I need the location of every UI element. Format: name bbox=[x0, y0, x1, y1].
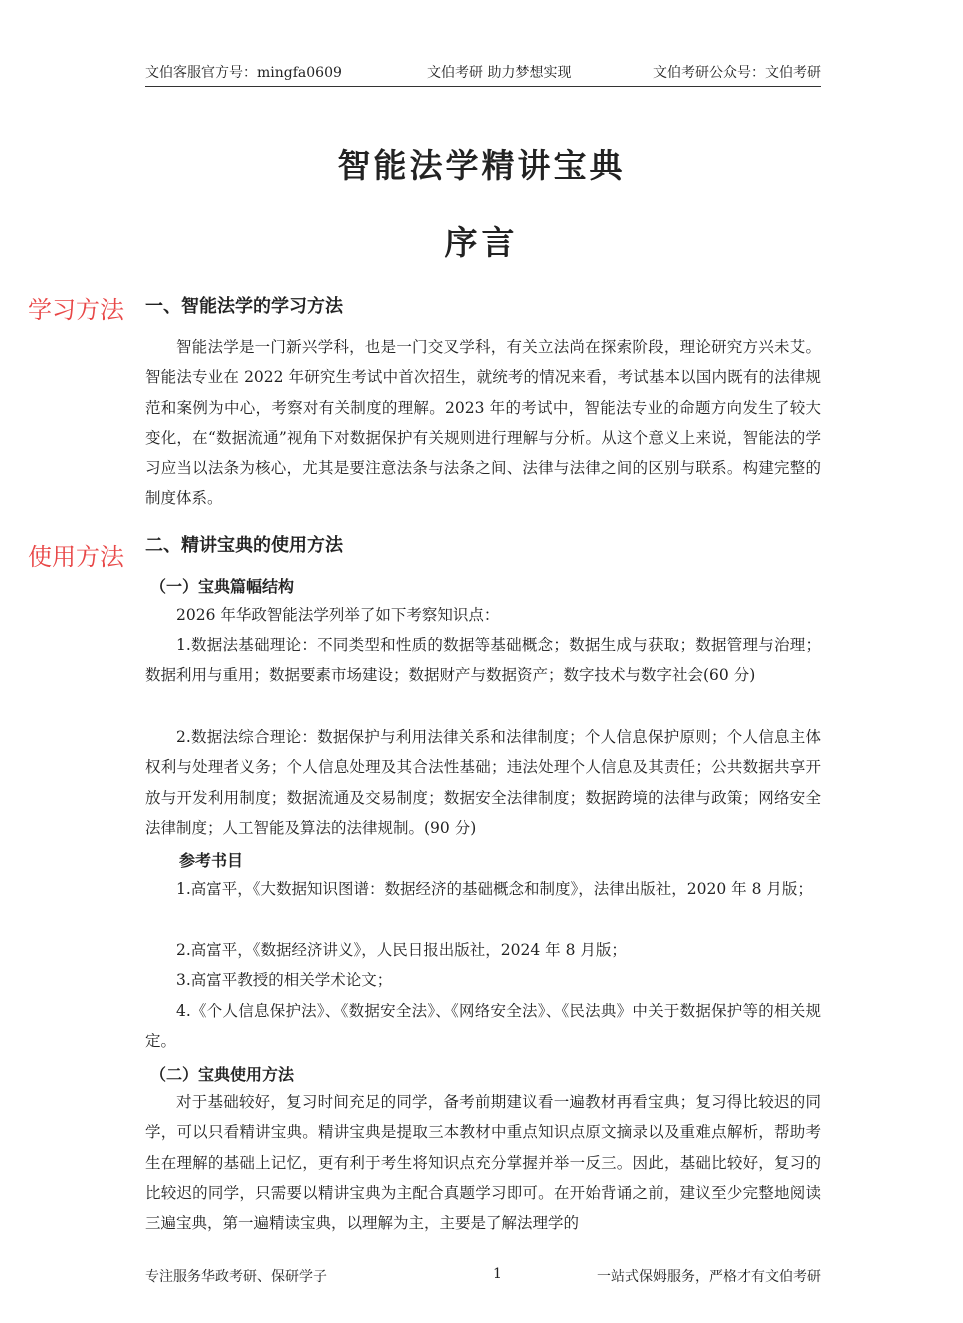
reference-item: 1.高富平，《大数据知识图谱：数据经济的基础概念和制度》，法律出版社，2020 年 8 月版； bbox=[176, 880, 813, 898]
knowledge-point-1: 1.数据法基础理论：不同类型和性质的数据等基础概念；数据生成与获取；数据管理与治理；数据利用与重用；数据要素市场建设；数据财产与数据资产；数字技术与数字社会(60 分) bbox=[145, 636, 821, 685]
subsection-heading-structure: （一）宝典篇幅结构 bbox=[150, 577, 295, 596]
header-service-account: 文伯客服官方号：mingfa0609 bbox=[145, 65, 342, 81]
study-method-paragraph: 智能法学是一门新兴学科，也是一门交叉学科，有关立法尚在探索阶段，理论研究方兴未艾。智能法专业在 2022 年研究生考试中首次招生，就统考的情况来看，考试基本以国内既有的法律规范和案例为中心，考察对有关制度的理解。2023 年的考试中，智能法专业的命题方向发生了较大变化，在“数据流通”视角下对数据保护有关规则进行理解与分析。从这个意义上来说，智能法的学习应当以法条为核心，尤其是要注意法条与法条之间、法律与法律之间的区别与联系。构建完整的制度体系。 bbox=[145, 338, 821, 508]
header-wechat-account: 文伯考研公众号：文伯考研 bbox=[653, 65, 821, 81]
knowledge-points-intro: 2026 年华政智能法学列举了如下考察知识点： bbox=[176, 606, 500, 624]
reference-item: 4.《个人信息保护法》、《数据安全法》、《网络安全法》、《民法典》中关于数据保护等的相关规定。 bbox=[145, 1002, 821, 1051]
section-heading-usage-method: 二、精讲宝典的使用方法 bbox=[145, 535, 343, 556]
section-heading-study-method: 一、智能法学的学习方法 bbox=[145, 296, 343, 317]
margin-note-usage-method: 使用方法 bbox=[28, 543, 124, 571]
reference-item: 3.高富平教授的相关学术论文； bbox=[176, 971, 393, 989]
reference-books-heading: 参考书目 bbox=[179, 851, 244, 870]
page-header bbox=[145, 60, 821, 87]
page-footer bbox=[145, 1266, 821, 1288]
header-slogan: 文伯考研 助力梦想实现 bbox=[427, 65, 572, 81]
subsection-heading-usage: （二）宝典使用方法 bbox=[150, 1065, 295, 1084]
preface-heading: 序言 bbox=[444, 223, 519, 262]
footer-service-note: 专注服务华政考研、保研学子 bbox=[145, 1269, 327, 1285]
footer-slogan: 一站式保姆服务，严格才有文伯考研 bbox=[597, 1269, 821, 1285]
reference-item: 2.高富平，《数据经济讲义》，人民日报出版社，2024 年 8 月版； bbox=[176, 941, 627, 959]
knowledge-point-2: 2.数据法综合理论：数据保护与利用法律关系和法律制度；个人信息保护原则；个人信息主体权利与处理者义务；个人信息处理及其合法性基础；违法处理个人信息及其责任；公共数据共享开放与开发利用制度；数据流通及交易制度；数据安全法律制度；数据跨境的法律与政策；网络安全法律制度；人工智能及算法的法律规制。(90 分) bbox=[145, 728, 821, 837]
document-title: 智能法学精讲宝典 bbox=[337, 146, 626, 185]
margin-note-study-method: 学习方法 bbox=[28, 296, 124, 324]
page-number: 1 bbox=[493, 1266, 502, 1282]
usage-method-paragraph: 对于基础较好，复习时间充足的同学，备考前期建议看一遍教材再看宝典；复习得比较迟的同学，可以只看精讲宝典。精讲宝典是提取三本教材中重点知识点原文摘录以及重难点解析，帮助考生在理解的基础上记忆，更有利于考生将知识点充分掌握并举一反三。因此，基础比较好，复习的比较迟的同学，只需要以精讲宝典为主配合真题学习即可。在开始背诵之前，建议至少完整地阅读三遍宝典，第一遍精读宝典，以理解为主，主要是了解法理学的 bbox=[145, 1093, 821, 1233]
